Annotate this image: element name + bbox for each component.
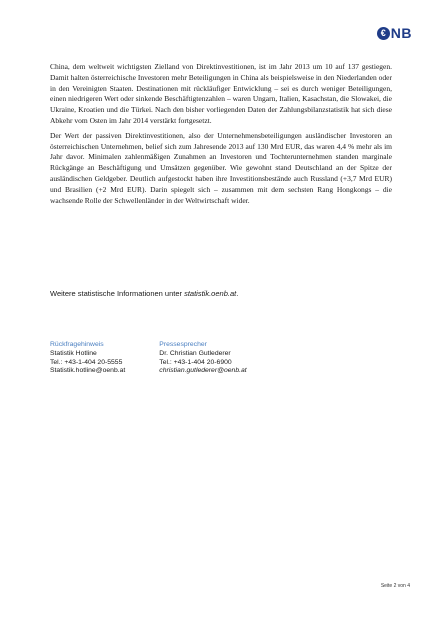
logo-text: NB xyxy=(390,25,412,41)
paragraph-1: China, dem weltweit wichtigsten Zielland von Direktinvestitionen, ist im Jahr 2013 um 10 auf 137 gestiegen. Damit halten österreichische Investoren mehr Beteiligungen in China als beispielsweise in den Niederlanden oder in den Vereinigten Staaten. Destinationen mit rückläufiger Entwicklung – sei es durch weniger Beteiligungen, einen niedrigeren Wert oder sinkende Beschäftigtenzahlen – waren Ungarn, Italien, Kasachstan, die Slowakei, die Ukraine, Kroatien und die Türkei. Nach den bisher vorliegenden Daten der Zahlungsbilanzstatistik hat sich diese Abkehr vom Osten im Jahr 2014 verstärkt fortgesetzt. xyxy=(50,62,392,125)
contact-phone: Tel.: +43-1-404 20-6900 xyxy=(159,358,232,366)
more-info-prefix: Weitere statistische Informationen unter xyxy=(50,289,185,298)
statistik-link[interactable]: statistik.oenb.at xyxy=(184,289,237,298)
contact-heading: Rückfragehinweis xyxy=(50,341,104,348)
more-info-line xyxy=(50,289,238,299)
euro-logo-icon: € xyxy=(377,27,390,40)
contact-heading: Pressesprecher xyxy=(159,341,207,348)
oenb-logo xyxy=(377,26,412,40)
contact-hotline xyxy=(50,341,125,376)
contact-name: Dr. Christian Gutlederer xyxy=(159,349,231,357)
paragraph-2: Der Wert der passiven Direktinvestitionen, also der Unternehmensbeteiligungen ausländischer Investoren an österreichischen Unternehmen, belief sich zum Jahresende 2013 auf 130 Mrd EUR, das waren 4,4 % mehr als im Jahr davor. Minimalen zahlenmäßigen Zunahmen an Investoren und Tochterunternehmen standen marginale Rückgänge an Beschäftigung und Umsätzen gegenüber. Wie gewohnt stand Deutschland an der Spitze der ausländischen Geldgeber. Deutlich aufgestockt haben ihre Investitionsbestände auch Russland (+3,7 Mrd EUR) und Brasilien (+2 Mrd EUR). Darin spiegelt sich – zusammen mit dem sechsten Rang Hongkongs – die wachsende Rolle der Schwellenländer in der Weltwirtschaft wider. xyxy=(50,130,392,205)
contact-name: Statistik Hotline xyxy=(50,349,97,357)
contact-email[interactable]: christian.gutlederer@oenb.at xyxy=(159,367,247,375)
page-number: Seite 2 von 4 xyxy=(380,583,410,589)
contact-press xyxy=(159,341,246,376)
contact-phone: Tel.: +43-1-404 20-5555 xyxy=(50,358,123,366)
more-info-suffix: . xyxy=(236,289,239,298)
contact-email[interactable]: Statistik.hotline@oenb.at xyxy=(50,367,126,375)
body-text xyxy=(50,62,392,210)
contact-block xyxy=(50,341,247,376)
